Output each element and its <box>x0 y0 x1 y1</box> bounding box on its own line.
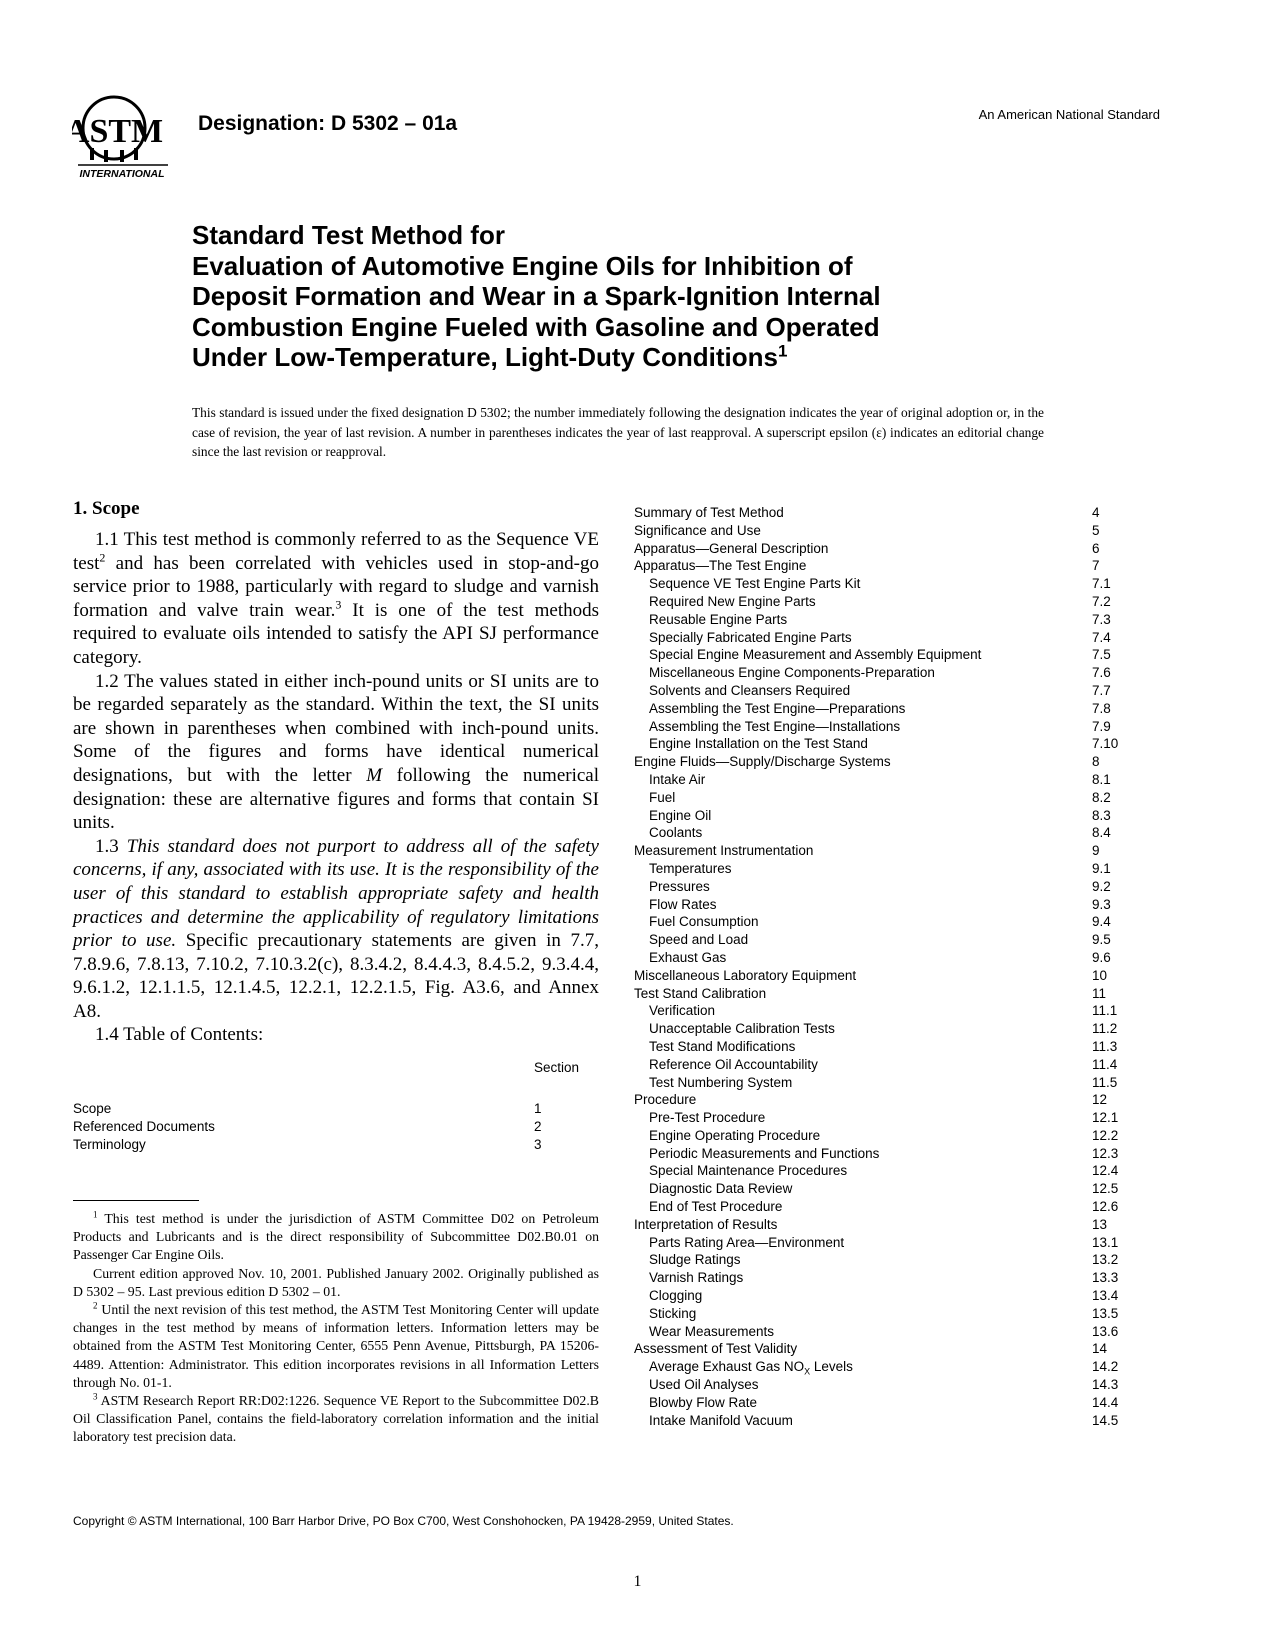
toc-section-number: 7.1 <box>1092 576 1111 592</box>
toc-subsection-row <box>634 1003 1134 1021</box>
toc-label-text: Diagnostic Data Review <box>649 1181 793 1197</box>
toc-label <box>634 914 759 929</box>
toc-section-number: 12.6 <box>1092 1199 1119 1215</box>
toc-subsection-row <box>634 1146 1134 1164</box>
toc-section-number: 7.7 <box>1092 682 1111 698</box>
toc-label <box>634 1146 879 1161</box>
toc-label <box>634 861 732 876</box>
toc-label-text: Verification <box>649 1003 716 1019</box>
footnote-mark: 1 <box>93 1209 98 1220</box>
toc-label <box>634 1341 797 1356</box>
toc-label-text: Intake Manifold Vacuum <box>649 1412 793 1428</box>
footnote-ref: 2 <box>99 550 106 565</box>
footnote-text: ASTM Research Report RR:D02:1226. Sequence VE Report to the Subcommittee D02.B Oil Classification Panel, contains the field-laboratory correlation information and the initial laboratory test precision data. <box>73 1393 599 1445</box>
toc-label <box>634 1324 774 1339</box>
toc-label-text: Sequence VE Test Engine Parts Kit <box>649 576 861 592</box>
toc-subsection-row <box>634 1413 1134 1431</box>
toc-section-number: 14.2 <box>1092 1359 1119 1375</box>
toc-label-text: Assembling the Test Engine—Preparations <box>649 700 906 716</box>
toc-label <box>634 505 784 520</box>
toc-label <box>634 1163 847 1178</box>
toc-label <box>634 523 761 538</box>
toc-label <box>634 719 900 734</box>
toc-label <box>634 1021 835 1036</box>
toc-row <box>634 843 1134 861</box>
footnote-mark: 3 <box>93 1391 98 1402</box>
toc-label-text: Fuel <box>649 789 676 805</box>
toc-section-number: 13.3 <box>1092 1270 1119 1286</box>
toc-subsection-row <box>634 1110 1134 1128</box>
toc-section-number: 11.5 <box>1092 1074 1118 1090</box>
toc-label: Referenced Documents <box>73 1119 215 1134</box>
toc-section-number: 5 <box>1092 522 1100 538</box>
toc-label-text: Summary of Test Method <box>634 505 784 520</box>
toc-label-text: End of Test Procedure <box>649 1199 783 1215</box>
toc-subsection-row <box>634 1057 1134 1075</box>
toc-section-number: 1 <box>534 1101 542 1116</box>
toc-label <box>634 612 787 627</box>
toc-section-number: 8.4 <box>1092 825 1111 841</box>
toc-row <box>634 1092 1134 1110</box>
toc-label <box>634 754 891 769</box>
toc-row <box>73 1137 593 1155</box>
toc-subsection-row <box>634 1021 1134 1039</box>
footnote-text: This test method is under the jurisdiction of ASTM Committee D02 on Petroleum Products and Lubricants and is the direct responsibility of Subcommittee D02.B0.01 on Passenger Car Engine Oils. <box>73 1211 599 1263</box>
toc-label: Terminology <box>73 1137 146 1152</box>
toc-section-number: 14 <box>1092 1341 1108 1357</box>
toc-label <box>634 736 868 751</box>
toc-section-number: 11 <box>1092 985 1107 1001</box>
toc-section-number: 2 <box>534 1119 542 1134</box>
toc-label <box>634 665 935 680</box>
toc-label-text: Procedure <box>634 1092 697 1108</box>
toc-subsection-row <box>634 1235 1134 1253</box>
toc-label <box>634 1057 818 1072</box>
toc-row <box>634 523 1134 541</box>
toc-subsection-row <box>634 576 1134 594</box>
title-line: Standard Test Method for <box>192 220 505 250</box>
page-number: 1 <box>633 1573 642 1590</box>
toc-label <box>634 825 702 840</box>
toc-label-text: Assessment of Test Validity <box>634 1341 798 1357</box>
toc-subsection-row <box>634 808 1134 826</box>
toc-label <box>634 790 675 805</box>
toc-label-text: Miscellaneous Engine Components-Preparation <box>649 665 935 681</box>
toc-subsection-row <box>634 701 1134 719</box>
toc-label <box>634 1288 702 1303</box>
toc-section-number: 13.1 <box>1092 1234 1119 1250</box>
toc-row <box>634 541 1134 559</box>
safety-statement: This standard does not purport to address all of the safety concerns, if any, associated with its use. It is the responsibility of the user of this standard to establish appropriate safety and health practices and determine the applicability of regulatory limitations prior to use. <box>73 835 599 952</box>
footnote-1-edition: Current edition approved Nov. 10, 2001. Published January 2002. Originally published as D 5302 – 95. Last previous edition D 5302 – 01. <box>73 1265 599 1299</box>
toc-label <box>634 1128 820 1143</box>
toc-label-text: Engine Fluids—Supply/Discharge Systems <box>634 754 891 770</box>
toc-section-number: 9.2 <box>1092 878 1111 894</box>
toc-label-text: Test Stand Modifications <box>649 1038 796 1054</box>
subscript: X <box>804 1366 811 1377</box>
toc-label-text: Clogging <box>649 1288 703 1304</box>
toc-label <box>634 843 813 858</box>
toc-label-text: Special Maintenance Procedures <box>649 1163 848 1179</box>
toc-label <box>634 1217 777 1232</box>
toc-subsection-row <box>634 1395 1134 1413</box>
toc-label <box>634 1252 741 1267</box>
toc-section-number: 11.2 <box>1092 1021 1118 1037</box>
toc-subsection-row <box>634 1163 1134 1181</box>
title-line-last <box>192 342 1092 373</box>
paragraph-text: 1.1 This test method is commonly referred to as the Sequence VE test <box>73 529 599 574</box>
title-line: Evaluation of Automotive Engine Oils for Inhibition of <box>192 250 853 281</box>
toc-section-number: 11.1 <box>1092 1003 1118 1019</box>
paragraph-1-3 <box>73 835 599 1024</box>
toc-section-number: 7.8 <box>1092 700 1111 716</box>
toc-section-number: 13 <box>1092 1216 1108 1232</box>
toc-label <box>634 1270 743 1285</box>
toc-label-text: Periodic Measurements and Functions <box>649 1145 880 1161</box>
toc-label <box>634 772 705 787</box>
toc-label <box>634 1039 795 1054</box>
footnote-2 <box>73 1301 599 1392</box>
toc-label <box>634 1181 792 1196</box>
footnotes <box>73 1210 599 1447</box>
toc-section-number: 12.4 <box>1092 1163 1119 1179</box>
toc-section-number: 14.3 <box>1092 1377 1119 1393</box>
toc-label-text: Test Stand Calibration <box>634 985 767 1001</box>
toc-section-number: 13.6 <box>1092 1323 1119 1339</box>
toc-section-number: 11.3 <box>1092 1038 1118 1054</box>
logo-subtext: INTERNATIONAL <box>79 168 165 180</box>
toc-label <box>634 932 748 947</box>
toc-label <box>634 950 726 965</box>
toc-section-number: 6 <box>1092 540 1100 556</box>
toc-label <box>634 1003 715 1018</box>
footnote-ref: 3 <box>335 597 342 612</box>
toc-label <box>634 594 816 609</box>
toc-label-text: Pressures <box>649 878 710 894</box>
designation: Designation: D 5302 – 01a <box>198 112 458 135</box>
paragraph-text: following the numerical designation: these are alternative figures and forms that contain SI units. <box>73 764 600 834</box>
toc-section-number: 9.4 <box>1092 914 1111 930</box>
paragraph-text: 1.2 The values stated in either inch-pound units or SI units are to be regarded separately as the standard. Within the text, the SI units are shown in parentheses when combined with inch-pound units. Some of the figures and forms have identical numerical designations, but with the letter <box>73 670 599 786</box>
toc-label: Scope <box>73 1101 112 1116</box>
toc-section-number: 4 <box>1092 505 1100 520</box>
toc-row <box>73 1119 593 1137</box>
toc-subsection-row <box>634 665 1134 683</box>
toc-label-text: Levels <box>810 1359 853 1375</box>
toc-label-text: Speed and Load <box>649 932 749 948</box>
paragraph-text: It is one of the test methods required to evaluate oils intended to satisfy the API SJ performance category. <box>73 599 599 668</box>
toc-section-number: 7.9 <box>1092 718 1111 734</box>
toc-label-text: Temperatures <box>649 860 732 876</box>
toc-row <box>73 1101 593 1119</box>
toc-label-text: Varnish Ratings <box>649 1270 744 1286</box>
toc-subsection-row <box>634 1252 1134 1270</box>
toc-label <box>634 1110 765 1125</box>
toc-label-text: Wear Measurements <box>649 1323 775 1339</box>
paragraph-number: 1.3 <box>95 835 127 857</box>
toc-subsection-row <box>634 683 1134 701</box>
toc-label <box>634 968 856 983</box>
toc-label-text: Pre-Test Procedure <box>649 1110 766 1126</box>
toc-label <box>634 1092 696 1107</box>
toc-label <box>634 1199 782 1214</box>
toc-subsection-row <box>634 1039 1134 1057</box>
toc-section-number: 9.5 <box>1092 932 1111 948</box>
toc-section-number: 9.6 <box>1092 949 1111 965</box>
toc-section-number: 9.1 <box>1092 860 1111 876</box>
toc-subsection-row <box>634 861 1134 879</box>
toc-section-number: 7 <box>1092 558 1100 574</box>
toc-label-text: Reference Oil Accountability <box>649 1056 818 1072</box>
toc-label-text: Required New Engine Parts <box>649 593 816 609</box>
issue-note: This standard is issued under the fixed designation D 5302; the number immediately following the designation indicates the year of original adoption or, in the case of revision, the year of last revision. A number in parentheses indicates the year of last reapproval. A superscript epsilon (ε) indicates an editorial change since the last revision or reapproval. <box>192 405 1044 459</box>
toc-label <box>634 1306 696 1321</box>
toc-subsection-row <box>634 647 1134 665</box>
toc-label <box>634 1359 853 1377</box>
toc-section-number: 13.5 <box>1092 1305 1119 1321</box>
toc-subsection-row <box>634 790 1134 808</box>
toc-label-text: Solvents and Cleansers Required <box>649 682 851 698</box>
toc-label-text: Average Exhaust Gas NO <box>649 1359 805 1375</box>
toc-section-number: 13.2 <box>1092 1252 1119 1268</box>
title-line: Combustion Engine Fueled with Gasoline and Operated <box>192 311 880 342</box>
toc-subsection-row <box>634 594 1134 612</box>
footnote-mark: 2 <box>93 1300 98 1311</box>
paragraph-text: and has been correlated with vehicles used in stop-and-go service prior to 1988, particularly with regard to sludge and varnish formation and valve train wear. <box>73 552 599 621</box>
toc-section-number: 14.5 <box>1092 1412 1119 1428</box>
american-national-standard: An American National Standard <box>978 107 1160 122</box>
footnote-rule <box>73 1200 199 1201</box>
footnote-text: Until the next revision of this test method, the ASTM Test Monitoring Center will update changes in the test method by means of information letters. Information letters may be obtained from the ASTM Test Monitoring Center, 6555 Penn Avenue, Pittsburgh, PA 15206-4489. Attention: Administrator. This edition incorporates revisions in all Information Letters through No. 01-1. <box>73 1302 599 1390</box>
toc-label-text: Sticking <box>649 1305 697 1321</box>
toc-label-text: Reusable Engine Parts <box>649 611 788 627</box>
toc-row <box>634 986 1134 1004</box>
toc-label-text: Engine Oil <box>649 807 712 823</box>
toc-label-text: Special Engine Measurement and Assembly Equipment <box>649 647 982 663</box>
left-column <box>73 498 599 1047</box>
toc-section-number: 12.5 <box>1092 1181 1119 1197</box>
toc-subsection-row <box>634 825 1134 843</box>
toc-section-number: 7.5 <box>1092 647 1111 663</box>
toc-label-text: Miscellaneous Laboratory Equipment <box>634 967 857 983</box>
table-of-contents-part2 <box>634 505 1134 1430</box>
toc-label-text: Flow Rates <box>649 896 717 912</box>
toc-label-text: Interpretation of Results <box>634 1216 778 1232</box>
toc-subsection-row <box>634 1324 1134 1342</box>
toc-label-text: Coolants <box>649 825 703 841</box>
toc-subsection-row <box>634 879 1134 897</box>
toc-section-number: 7.4 <box>1092 629 1111 645</box>
paragraph-text: Specific precautionary statements are given in 7.7, 7.8.9.6, 7.8.13, 7.10.2, 7.10.3.2(c), 8.3.4.2, 8.4.4.3, 8.4.5.2, 9.3.4.4, 9.6.1.2, 12.1.1.5, 12.1.4.5, 12.2.1, 12.2.1.5, Fig. A3.6, and Annex A8. <box>73 930 599 1022</box>
toc-label <box>634 1075 792 1090</box>
toc-section-number: 12 <box>1092 1092 1108 1108</box>
toc-section-header: Section <box>534 1060 580 1075</box>
toc-label-text: Assembling the Test Engine—Installations <box>649 718 901 734</box>
toc-label <box>634 879 710 894</box>
toc-subsection-row <box>634 932 1134 950</box>
toc-label <box>634 683 850 698</box>
toc-label <box>634 1413 793 1428</box>
footnote-1 <box>73 1210 599 1265</box>
toc-row <box>634 968 1134 986</box>
toc-row <box>634 558 1134 576</box>
toc-label-text: Parts Rating Area—Environment <box>649 1234 845 1250</box>
letter-m: M <box>366 764 383 786</box>
toc-label <box>634 1377 759 1392</box>
toc-section-number: 7.3 <box>1092 611 1111 627</box>
toc-section-number: 8.3 <box>1092 807 1111 823</box>
toc-subsection-row <box>634 1075 1134 1093</box>
toc-label <box>634 701 905 716</box>
toc-section-number: 12.3 <box>1092 1145 1119 1161</box>
toc-label-text: Engine Operating Procedure <box>649 1127 821 1143</box>
toc-label-text: Fuel Consumption <box>649 914 759 930</box>
toc-subsection-row <box>634 630 1134 648</box>
toc-label <box>634 986 766 1001</box>
paragraph-1-1 <box>73 528 599 670</box>
toc-row <box>634 1341 1134 1359</box>
toc-section-number: 3 <box>534 1137 542 1152</box>
toc-row <box>634 1217 1134 1235</box>
toc-label <box>634 897 717 912</box>
toc-label <box>634 541 828 556</box>
toc-label-text: Test Numbering System <box>649 1074 793 1090</box>
toc-subsection-row <box>634 1359 1134 1377</box>
toc-section-number: 9.3 <box>1092 896 1111 912</box>
toc-row <box>634 505 1134 523</box>
toc-subsection-row <box>634 719 1134 737</box>
toc-section-number: 7.6 <box>1092 665 1111 681</box>
toc-section-number: 11.4 <box>1092 1056 1118 1072</box>
title-line: Under Low-Temperature, Light-Duty Conditions <box>192 342 778 372</box>
toc-label-text: Sludge Ratings <box>649 1252 741 1268</box>
toc-subsection-row <box>634 736 1134 754</box>
toc-label-text: Apparatus—The Test Engine <box>634 558 807 574</box>
toc-label-text: Unacceptable Calibration Tests <box>649 1021 835 1037</box>
toc-label-text: Measurement Instrumentation <box>634 843 814 859</box>
toc-label-text: Used Oil Analyses <box>649 1377 759 1393</box>
footnote-mark: 1 <box>777 341 788 361</box>
astm-logo <box>72 90 174 182</box>
toc-subsection-row <box>634 950 1134 968</box>
toc-section-number: 13.4 <box>1092 1288 1119 1304</box>
toc-subsection-row <box>634 1288 1134 1306</box>
toc-label <box>634 1395 757 1410</box>
toc-label-text: Blowby Flow Rate <box>649 1394 758 1410</box>
document-title <box>192 220 1092 373</box>
toc-label <box>634 630 852 645</box>
toc-section-number: 7.10 <box>1092 736 1119 752</box>
toc-rows <box>73 1101 593 1155</box>
section-heading-scope: 1. Scope <box>73 498 140 519</box>
toc-section-number: 8 <box>1092 754 1100 770</box>
toc-subsection-row <box>634 1306 1134 1324</box>
toc-row <box>634 754 1134 772</box>
toc-label <box>634 808 711 823</box>
toc-subsection-row <box>634 1377 1134 1395</box>
toc-label <box>634 558 806 573</box>
toc-section-number: 8.1 <box>1092 771 1111 787</box>
toc-subsection-row <box>634 1181 1134 1199</box>
toc-section-number: 10 <box>1092 967 1108 983</box>
toc-subsection-row <box>634 1270 1134 1288</box>
toc-label <box>634 576 860 591</box>
toc-label <box>634 1235 844 1250</box>
toc-label-text: Significance and Use <box>634 522 761 538</box>
toc-label-text: Specially Fabricated Engine Parts <box>649 629 852 645</box>
toc-subsection-row <box>634 914 1134 932</box>
toc-label-text: Apparatus—General Description <box>634 540 829 556</box>
toc-label-text: Exhaust Gas <box>649 949 727 965</box>
footnote-3 <box>73 1392 599 1447</box>
toc-subsection-row <box>634 612 1134 630</box>
toc-section-number: 7.2 <box>1092 593 1111 609</box>
toc-subsection-row <box>634 772 1134 790</box>
toc-section-number: 12.1 <box>1092 1110 1119 1126</box>
toc-subsection-row <box>634 1128 1134 1146</box>
toc-section-number: 12.2 <box>1092 1127 1119 1143</box>
toc-section-number: 9 <box>1092 843 1100 859</box>
paragraph-1-2 <box>73 670 599 835</box>
toc-section-number: 8.2 <box>1092 789 1111 805</box>
toc-label-text: Intake Air <box>649 771 706 787</box>
toc-label-text: Engine Installation on the Test Stand <box>649 736 868 752</box>
toc-section-number: 14.4 <box>1092 1394 1119 1410</box>
paragraph-1-4: 1.4 Table of Contents: <box>95 1024 264 1046</box>
toc-subsection-row <box>634 897 1134 915</box>
toc-label <box>634 647 981 662</box>
copyright-notice: Copyright © ASTM International, 100 Barr Harbor Drive, PO Box C700, West Conshohocken, PA 19428-2959, United States. <box>73 1514 734 1528</box>
title-line: Deposit Formation and Wear in a Spark-Ignition Internal <box>192 281 881 311</box>
toc-subsection-row <box>634 1199 1134 1217</box>
logo-letters: ASTM <box>72 113 164 150</box>
